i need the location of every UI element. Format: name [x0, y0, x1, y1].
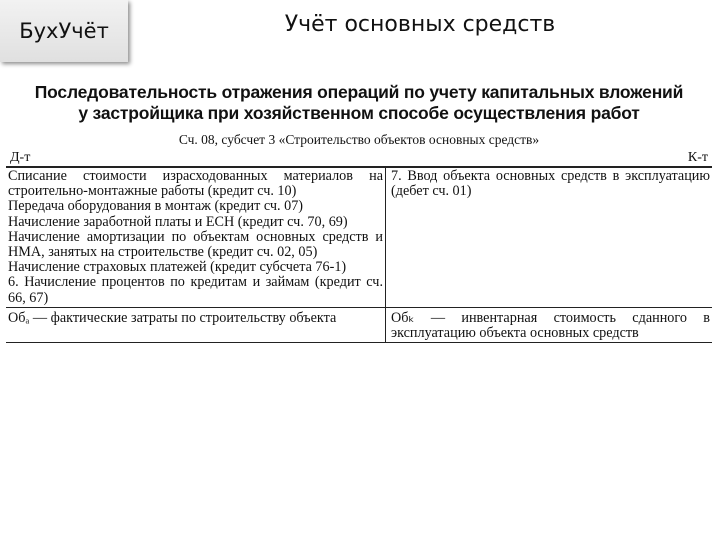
document-heading: [6, 82, 712, 124]
account-subheading: Сч. 08, субсчет 3 «Строительство объектов основных средств»: [178, 132, 540, 147]
debit-turnover: Обₐ — фактические затраты по строительству объекта: [6, 307, 386, 342]
debit-entry: Списание стоимости израсходованных материалов на строительно-монтажные работы (кредит сч. 10): [8, 168, 383, 200]
debit-entry: Начисление страховых платежей (кредит субсчета 76-1): [8, 259, 347, 276]
debit-entry: Начисление заработной платы и ЕСН (кредит сч. 70, 69): [8, 213, 348, 230]
credit-turnover: Обₖ — инвентарная стоимость сданного в эксплуатацию объекта основных средств: [386, 307, 713, 342]
debit-credit-labels: [6, 150, 712, 166]
document-image: [6, 82, 712, 343]
debit-entry: Передача оборудования в монтаж (кредит сч. 07): [8, 198, 304, 215]
heading-line-1: Последовательность отражения операций по учету капитальных вложений: [34, 82, 684, 102]
debit-entry: Начисление амортизации по объектам основных средств и НМА, занятых на строительстве (кредит сч. 02, 05): [8, 228, 383, 261]
debit-label: Д-т: [10, 150, 31, 165]
credit-entry: 7. Ввод объекта основных средств в эксплуатацию (дебет сч. 01): [391, 168, 710, 200]
credit-label: К-т: [687, 150, 708, 165]
debit-entry: 6. Начисление процентов по кредитам и займам (кредит сч. 66, 67): [8, 274, 383, 306]
debit-column: [6, 167, 386, 307]
logo: БухУчёт: [0, 0, 128, 62]
credit-column: [386, 167, 713, 307]
heading-line-2: у застройщика при хозяйственном способе осуществления работ: [78, 103, 640, 123]
t-account-table: [6, 166, 712, 343]
slide-title: Учёт основных средств: [284, 12, 556, 37]
